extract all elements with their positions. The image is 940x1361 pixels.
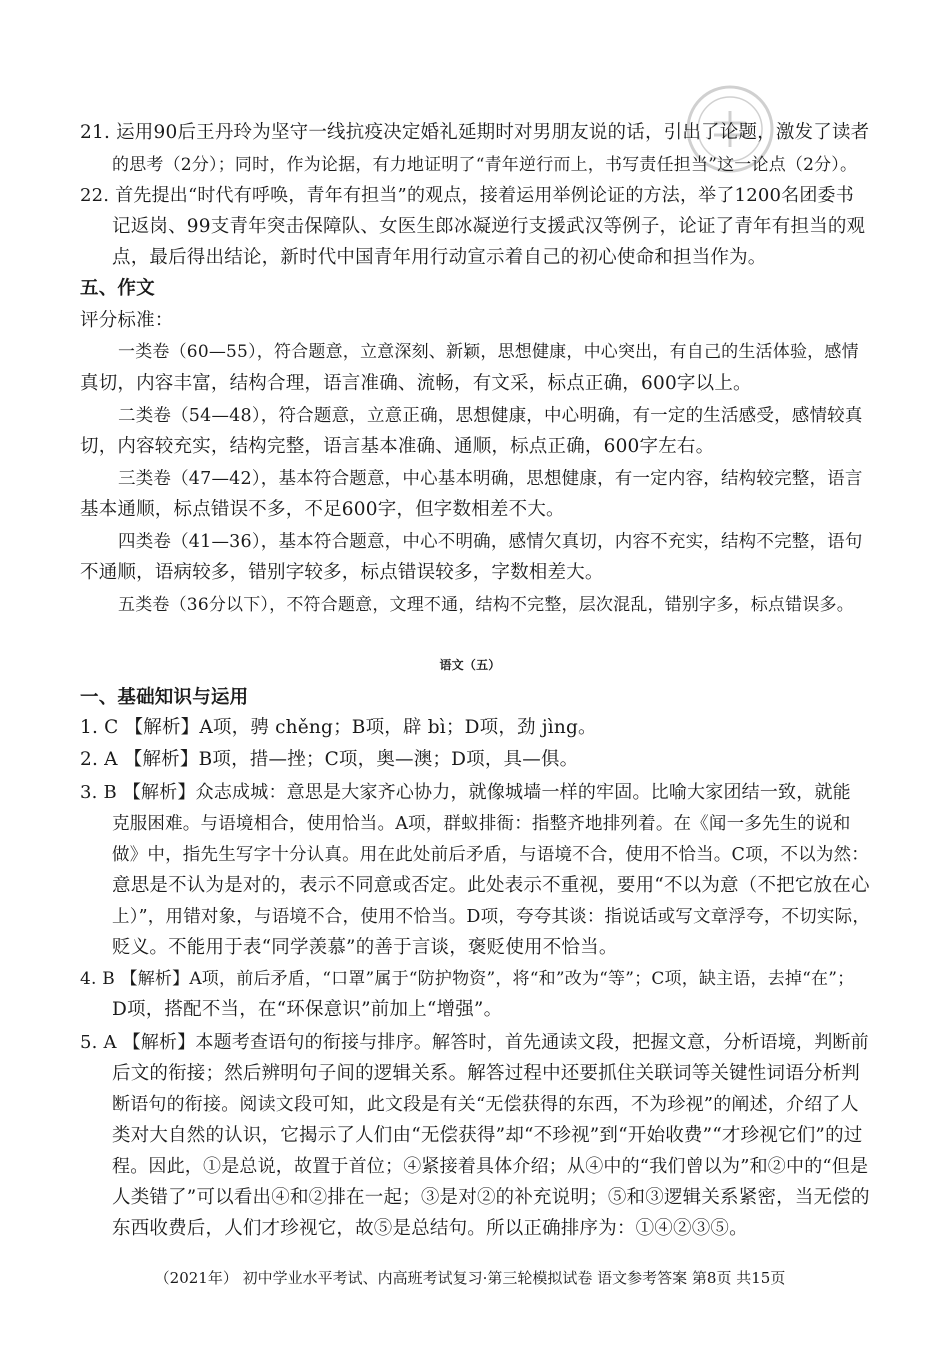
grade2-line-1: 二类卷（54—48），符合题意，立意正确，思想健康，中心明确，有一定的生活感受，感情较真 <box>118 406 863 426</box>
grade2-line-2: 切，内容较充实，结构完整，语言基本准确、通顺，标点正确，600字左右。 <box>80 436 715 457</box>
grade3-line-1: 三类卷（47—42），基本符合题意，中心基本明确，思想健康，有一定内容，结构较完整，语言 <box>118 469 863 489</box>
grade4-line-1: 四类卷（41—36），基本符合题意，中心不明确，感情欠真切，内容不充实，结构不完整，语句 <box>118 532 863 552</box>
answer-3-line-5: 上）”，用错对象，与语境不合，使用不恰当。D项，夸夸其谈：指说话或写文章浮夸，不切实际， <box>112 907 871 927</box>
answer-5-line-4: 类对大自然的认识，它揭示了人们由“无偿获得”却“不珍视”到“开始收费”“才珍视它们”的过 <box>112 1125 863 1146</box>
answer-3-line-6: 贬义。不能用于表“同学羡慕”的善于言谈，褒贬使用不恰当。 <box>112 937 618 958</box>
grade3-line-2: 基本通顺，标点错误不多，不足600字，但字数相差不大。 <box>80 499 565 520</box>
grade1-line-1: 一类卷（60—55），符合题意，立意深刻、新颖，思想健康，中心突出，有自己的生活体验，感情 <box>118 342 859 362</box>
answer-3-line-4: 意思是不认为是对的，表示不同意或否定。此处表示不重视，要用“不以为意（不把它放在心 <box>112 875 870 896</box>
grade1-line-2: 真切，内容丰富，结构合理，语言准确、流畅，有文采，标点正确，600字以上。 <box>80 373 752 394</box>
part1-heading: 一、基础知识与运用 <box>80 687 249 708</box>
q21-line-2: 的思考（2分）；同时，作为论据，有力地证明了“青年逆行而上，书写责任担当”这一论点（2分）。 <box>112 155 858 175</box>
q22-line-2: 记返岗、99支青年突击保障队、女医生郎冰凝逆行支援武汉等例子，论证了青年有担当的观 <box>112 216 866 237</box>
answer-5-line-3: 断语句的衔接。阅读文段可知，此文段是有关“无偿获得的东西，不为珍视”的阐述，介绍了人 <box>112 1094 859 1115</box>
answer-3-line-1: 3. B 【解析】众志成城：意思是大家齐心协力，就像城墙一样的牢固。比喻大家团结一致，就能 <box>80 782 851 803</box>
grade4-line-2: 不通顺，语病较多，错别字较多，标点错误较多，字数相差大。 <box>80 562 604 583</box>
answer-5-line-7: 东西收费后，人们才珍视它，故⑤是总结句。所以正确排序为：①④②③⑤。 <box>112 1218 748 1239</box>
q22-line-1: 22. 首先提出“时代有呼唤，青年有担当”的观点，接着运用举例论证的方法，举了1200名团委书 <box>80 185 854 206</box>
answer-3-line-3: 做》中，指先生写字十分认真。用在此处前后矛盾，与语境不合，使用不恰当。C项，不以为然： <box>112 845 869 865</box>
answer-5-line-1: 5. A 【解析】本题考查语句的衔接与排序。解答时，首先通读文段，把握文意，分析语境，判断前 <box>80 1032 869 1053</box>
answer-2: 2. A 【解析】B项，措—挫；C项，奥—澳；D项，具—俱。 <box>80 749 579 770</box>
answer-3-line-2: 克服困难。与语境相合，使用恰当。A项，群蚁排衙：指整齐地排列着。在《闻一多先生的说和 <box>112 814 851 834</box>
answer-5-line-2: 后文的衔接；然后辨明句子间的逻辑关系。解答过程中还要抓住关联词等关键性词语分析判 <box>112 1063 861 1084</box>
answer-4-line-2: D项，搭配不当，在“环保意识”前加上“增强”。 <box>112 999 503 1020</box>
criteria-label: 评分标准： <box>80 310 174 331</box>
q21-line-1: 21. 运用90后王丹玲为坚守一线抗疫决定婚礼延期时对男朋友说的话，引出了论题，激发了读者 <box>80 122 870 143</box>
answer-5-line-5: 程。因此，①是总说，故置于首位；④紧接着具体介绍；从④中的“我们曾以为”和②中的“但是 <box>112 1156 869 1177</box>
q22-line-3: 点，最后得出结论，新时代中国青年用行动宣示着自己的初心使命和担当作为。 <box>112 247 767 268</box>
page-footer: （2021年） 初中学业水平考试、内高班考试复习·第三轮模拟试卷 语文参考答案 第8页 共15页 <box>154 1269 786 1287</box>
answer-1: 1. C 【解析】A项，骋 chěng；B项，辟 bì；D项，劲 jìng。 <box>80 717 597 738</box>
answer-4-line-1: 4. B 【解析】A项，前后矛盾，“口罩”属于“防护物资”，将“和”改为“等”；C项，缺主语，去掉“在”； <box>80 969 855 989</box>
section-title: 语文（五） <box>439 658 501 672</box>
essay-heading: 五、作文 <box>80 278 155 299</box>
grade5-line-1: 五类卷（36分以下），不符合题意，文理不通，结构不完整，层次混乱，错别字多，标点错误多。 <box>118 595 854 615</box>
answer-5-line-6: 人类错了”可以看出④和②排在一起；③是对②的补充说明；⑤和③逻辑关系紧密，当无偿的 <box>112 1187 870 1208</box>
